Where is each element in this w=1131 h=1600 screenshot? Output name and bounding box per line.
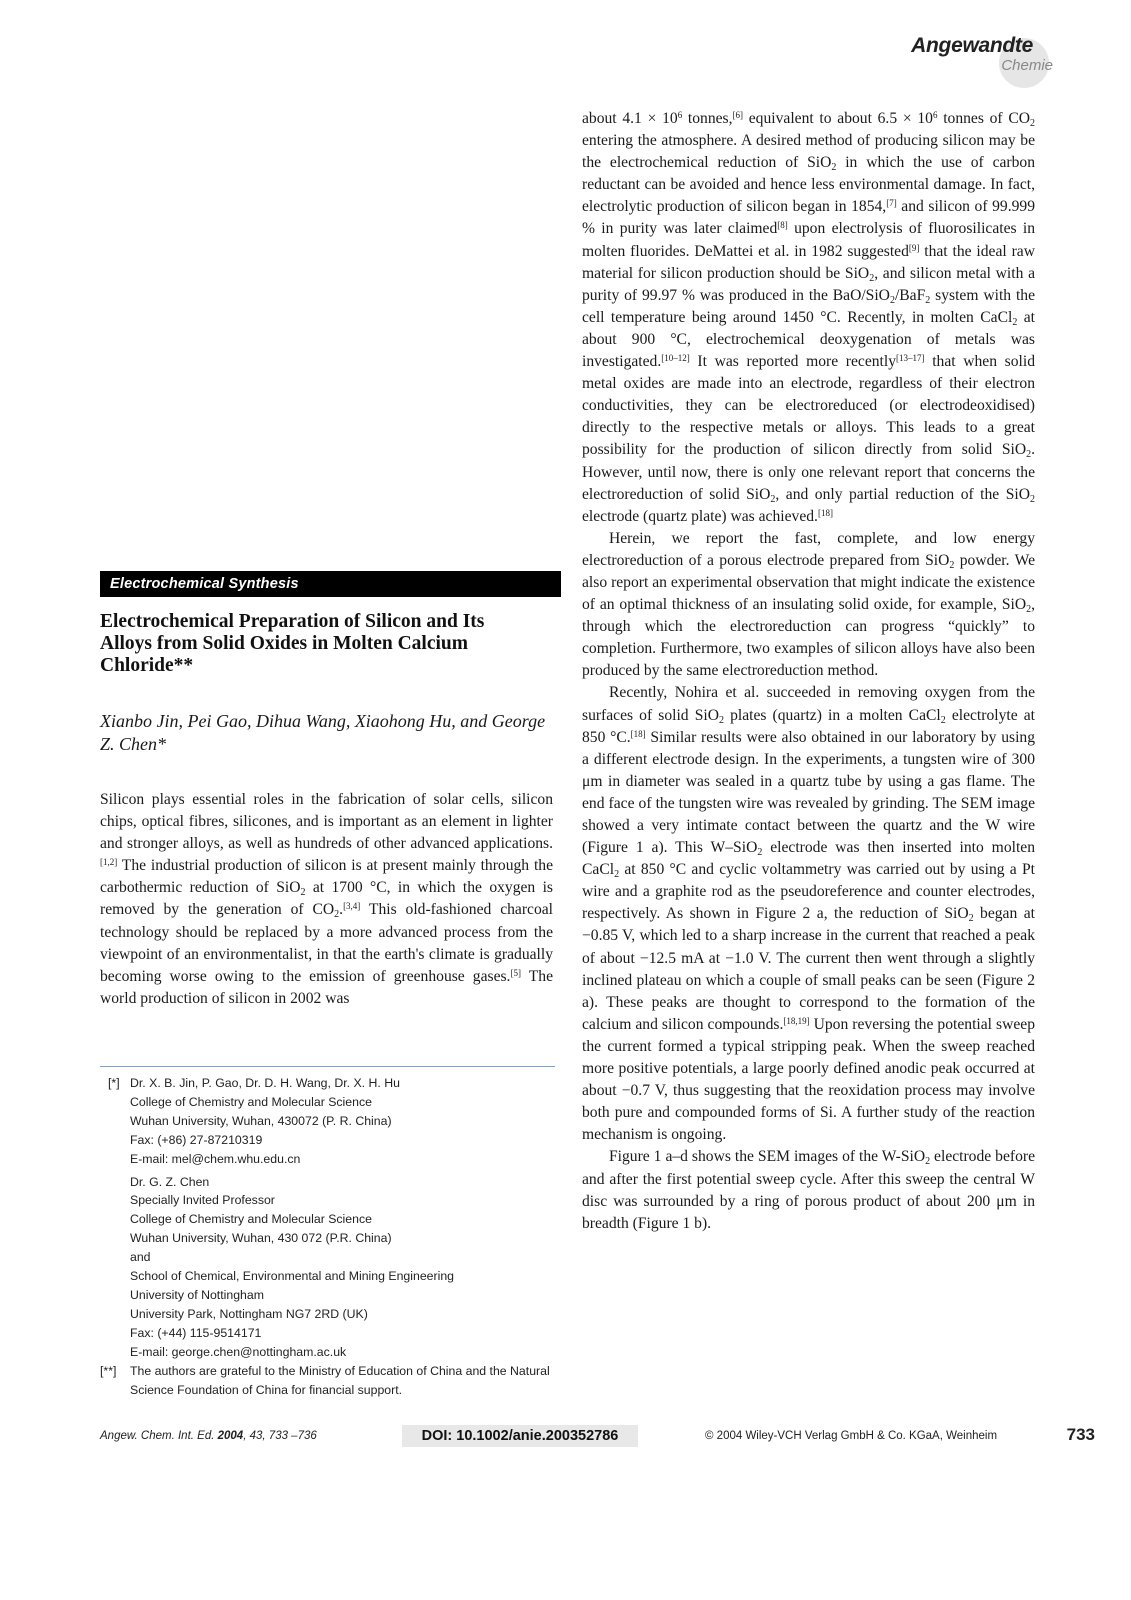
logo-sub-text: Chemie [1001, 57, 1053, 74]
email-line: E-mail: george.chen@nottingham.ac.uk [130, 1344, 347, 1359]
copyright-notice: © 2004 Wiley-VCH Verlag GmbH & Co. KGaA, Weinheim [705, 1430, 998, 1442]
body-paragraph: Herein, we report the fast, complete, and low energy electroreduction of a porous electrode prepared from SiO$_2$ powder. We also report an experimental observation that might indicate the existence of an optimal thickness of an insulating solid oxide, for example, SiO$_2$, through which the electroreduction can progress “quickly” to completion. Furthermore, two examples of silicon alloys have also been produced by the same electroreduction method. [582, 529, 1035, 680]
affiliation-line: School of Chemical, Environmental and Mining Engineering [130, 1269, 455, 1284]
citation: Angew. Chem. Int. Ed. 2004, 43, 733 –736 [100, 1430, 317, 1442]
logo-main-text: Angewandte [911, 34, 1033, 57]
page-number: 733 [1066, 1425, 1095, 1444]
affiliation-line: Fax: (+86) 27-87210319 [130, 1132, 263, 1147]
affiliation-line: College of Chemistry and Molecular Science [130, 1094, 372, 1109]
affiliation-block-1 [100, 1074, 560, 1362]
body-paragraph: Figure 1 a–d shows the SEM images of the W-SiO$_2$ electrode before and after the first potential sweep cycle. After this sweep the central W disc was surrounded by a ring of porous product of about 200 μm in breadth (Figure 1 b). [582, 1148, 1035, 1232]
affiliation-line: Fax: (+44) 115-9514171 [130, 1325, 262, 1340]
affiliation-line: Specially Invited Professor [130, 1193, 275, 1208]
footnote-divider [100, 1066, 555, 1067]
footnote-mark: [*] [108, 1076, 120, 1090]
journal-logo [911, 30, 1079, 86]
body-column-right [582, 108, 1035, 1235]
email-line: E-mail: mel@chem.whu.edu.cn [130, 1151, 301, 1166]
body-paragraph: Recently, Nohira et al. succeeded in removing oxygen from the surfaces of solid SiO$_2$ plates (quartz) in a molten CaCl$_2$ electrolyte at 850 °C.[18] Similar results were also obtained in our laboratory by using a different electrode design. In the experiments, a tungsten wire of 300 μm in diameter was sealed in a quartz tube by using a gas flame. The end face of the tungsten wire was revealed by grinding. The SEM image showed a very intimate contact between the quartz and the W wire (Figure 1 a). This W–SiO$_2$ electrode was then inserted into molten CaCl$_2$ at 850 °C and cyclic voltammetry was carried out by using a Pt wire and a graphite rod as the pseudoreference and counter electrodes, respectively. As shown in Figure 2 a, the reduction of SiO$_2$ began at −0.85 V, which led to a sharp increase in the current that reached a peak of about −12.5 mA at −1.0 V. The current then went through a slightly inclined plateau on which a couple of small peaks can be seen (Figure 2 a). These peaks are thought to correspond to the formation of the calcium and silicon compounds.[18,19] Upon reversing the potential sweep the current formed a typical stripping peak. When the sweep reached more positive potentials, a large poorly defined anodic peak occurred at about −0.7 V, thus suggesting that the reoxidation process may involve both pure and compounded forms of Si. A further study of the reaction mechanism is ongoing. [582, 684, 1035, 1144]
affiliation-line: and [130, 1250, 151, 1265]
section-heading: Electrochemical Synthesis [100, 571, 561, 597]
body-paragraph: about $4.1 \times 10^6$ tonnes,[6] equivalent to about $6.5 \times 10^6$ tonnes of $CO_2$ entering the atmosphere. A desired method of producing silicon may be the electrochemical reduction of SiO$_2$ in which the use of carbon reductant can be avoided and hence less environmental damage. In fact, electrolytic production of silicon began in 1854,[7] and silicon of 99.999 % in purity was later claimed[8] upon electrolysis of fluorosilicates in molten fluorides. DeMattei et al. in 1982 suggested[9] that the ideal raw material for silicon production should be SiO$_2$, and silicon metal with a purity of 99.97 % was produced in the BaO/SiO$_2$/BaF$_2$ system with the cell temperature being around 1450 °C. Recently, in molten CaCl$_2$ at about 900 °C, electrochemical deoxygenation of metals was investigated.[10–12] It was reported more recently[13–17] that when solid metal oxides are made into an electrode, regardless of their electron conductivities, they can be electroreduced (or electrodeoxidised) directly to the respective metals or alloys. This leads to a great possibility for the production of silicon directly from solid SiO$_2$. However, until now, there is only one relevant report that concerns the electroreduction of solid SiO$_2$, and only partial reduction of the SiO$_2$ electrode (quartz plate) was achieved.[18] [582, 110, 1036, 525]
doi-link[interactable]: DOI: 10.1002/anie.200352786 [402, 1425, 638, 1447]
affiliation-line: College of Chemistry and Molecular Science [130, 1212, 372, 1227]
article-title: Electrochemical Preparation of Silicon and Its Alloys from Solid Oxides in Molten Calcium Chloride** [100, 611, 485, 676]
affiliation-line: Dr. G. Z. Chen [130, 1174, 210, 1189]
acknowledgement-block [100, 1362, 560, 1400]
affiliation-line: University of Nottingham [130, 1287, 264, 1302]
author-footnotes [100, 1074, 560, 1399]
author-list: Xianbo Jin, Pei Gao, Dihua Wang, Xiaohong Hu, and George Z. Chen* [100, 711, 546, 754]
affiliation-line: University Park, Nottingham NG7 2RD (UK) [130, 1306, 368, 1321]
affiliation-line: Wuhan University, Wuhan, 430072 (P. R. China) [130, 1113, 392, 1128]
affiliation-line: Wuhan University, Wuhan, 430 072 (P.R. China) [130, 1231, 392, 1246]
footnote-mark: [**] [100, 1363, 117, 1378]
intro-paragraph: Silicon plays essential roles in the fabrication of solar cells, silicon chips, optical fibres, silicones, and is important as an element in lighter and stronger alloys, as well as hundreds of other advanced applications.[1,2] The industrial production of silicon is at present mainly through the carbothermic reduction of SiO$_2$ at 1700 °C, in which the oxygen is removed by the generation of $CO_2.[3,4]$ This old-fashioned charcoal technology should be replaced by a more advanced process from the viewpoint of an environmentalist, in that the earth's climate is gradually becoming worse owing to the emission of greenhouse gases.[5] The world production of silicon in 2002 was [100, 791, 553, 1007]
affiliation-line: Dr. X. B. Jin, P. Gao, Dr. D. H. Wang, Dr. X. H. Hu [130, 1076, 400, 1090]
acknowledgement-text: The authors are grateful to the Ministry of Education of China and the Natural Science Foundation of China for financial support. [130, 1363, 550, 1397]
page-footer [100, 1425, 1095, 1449]
